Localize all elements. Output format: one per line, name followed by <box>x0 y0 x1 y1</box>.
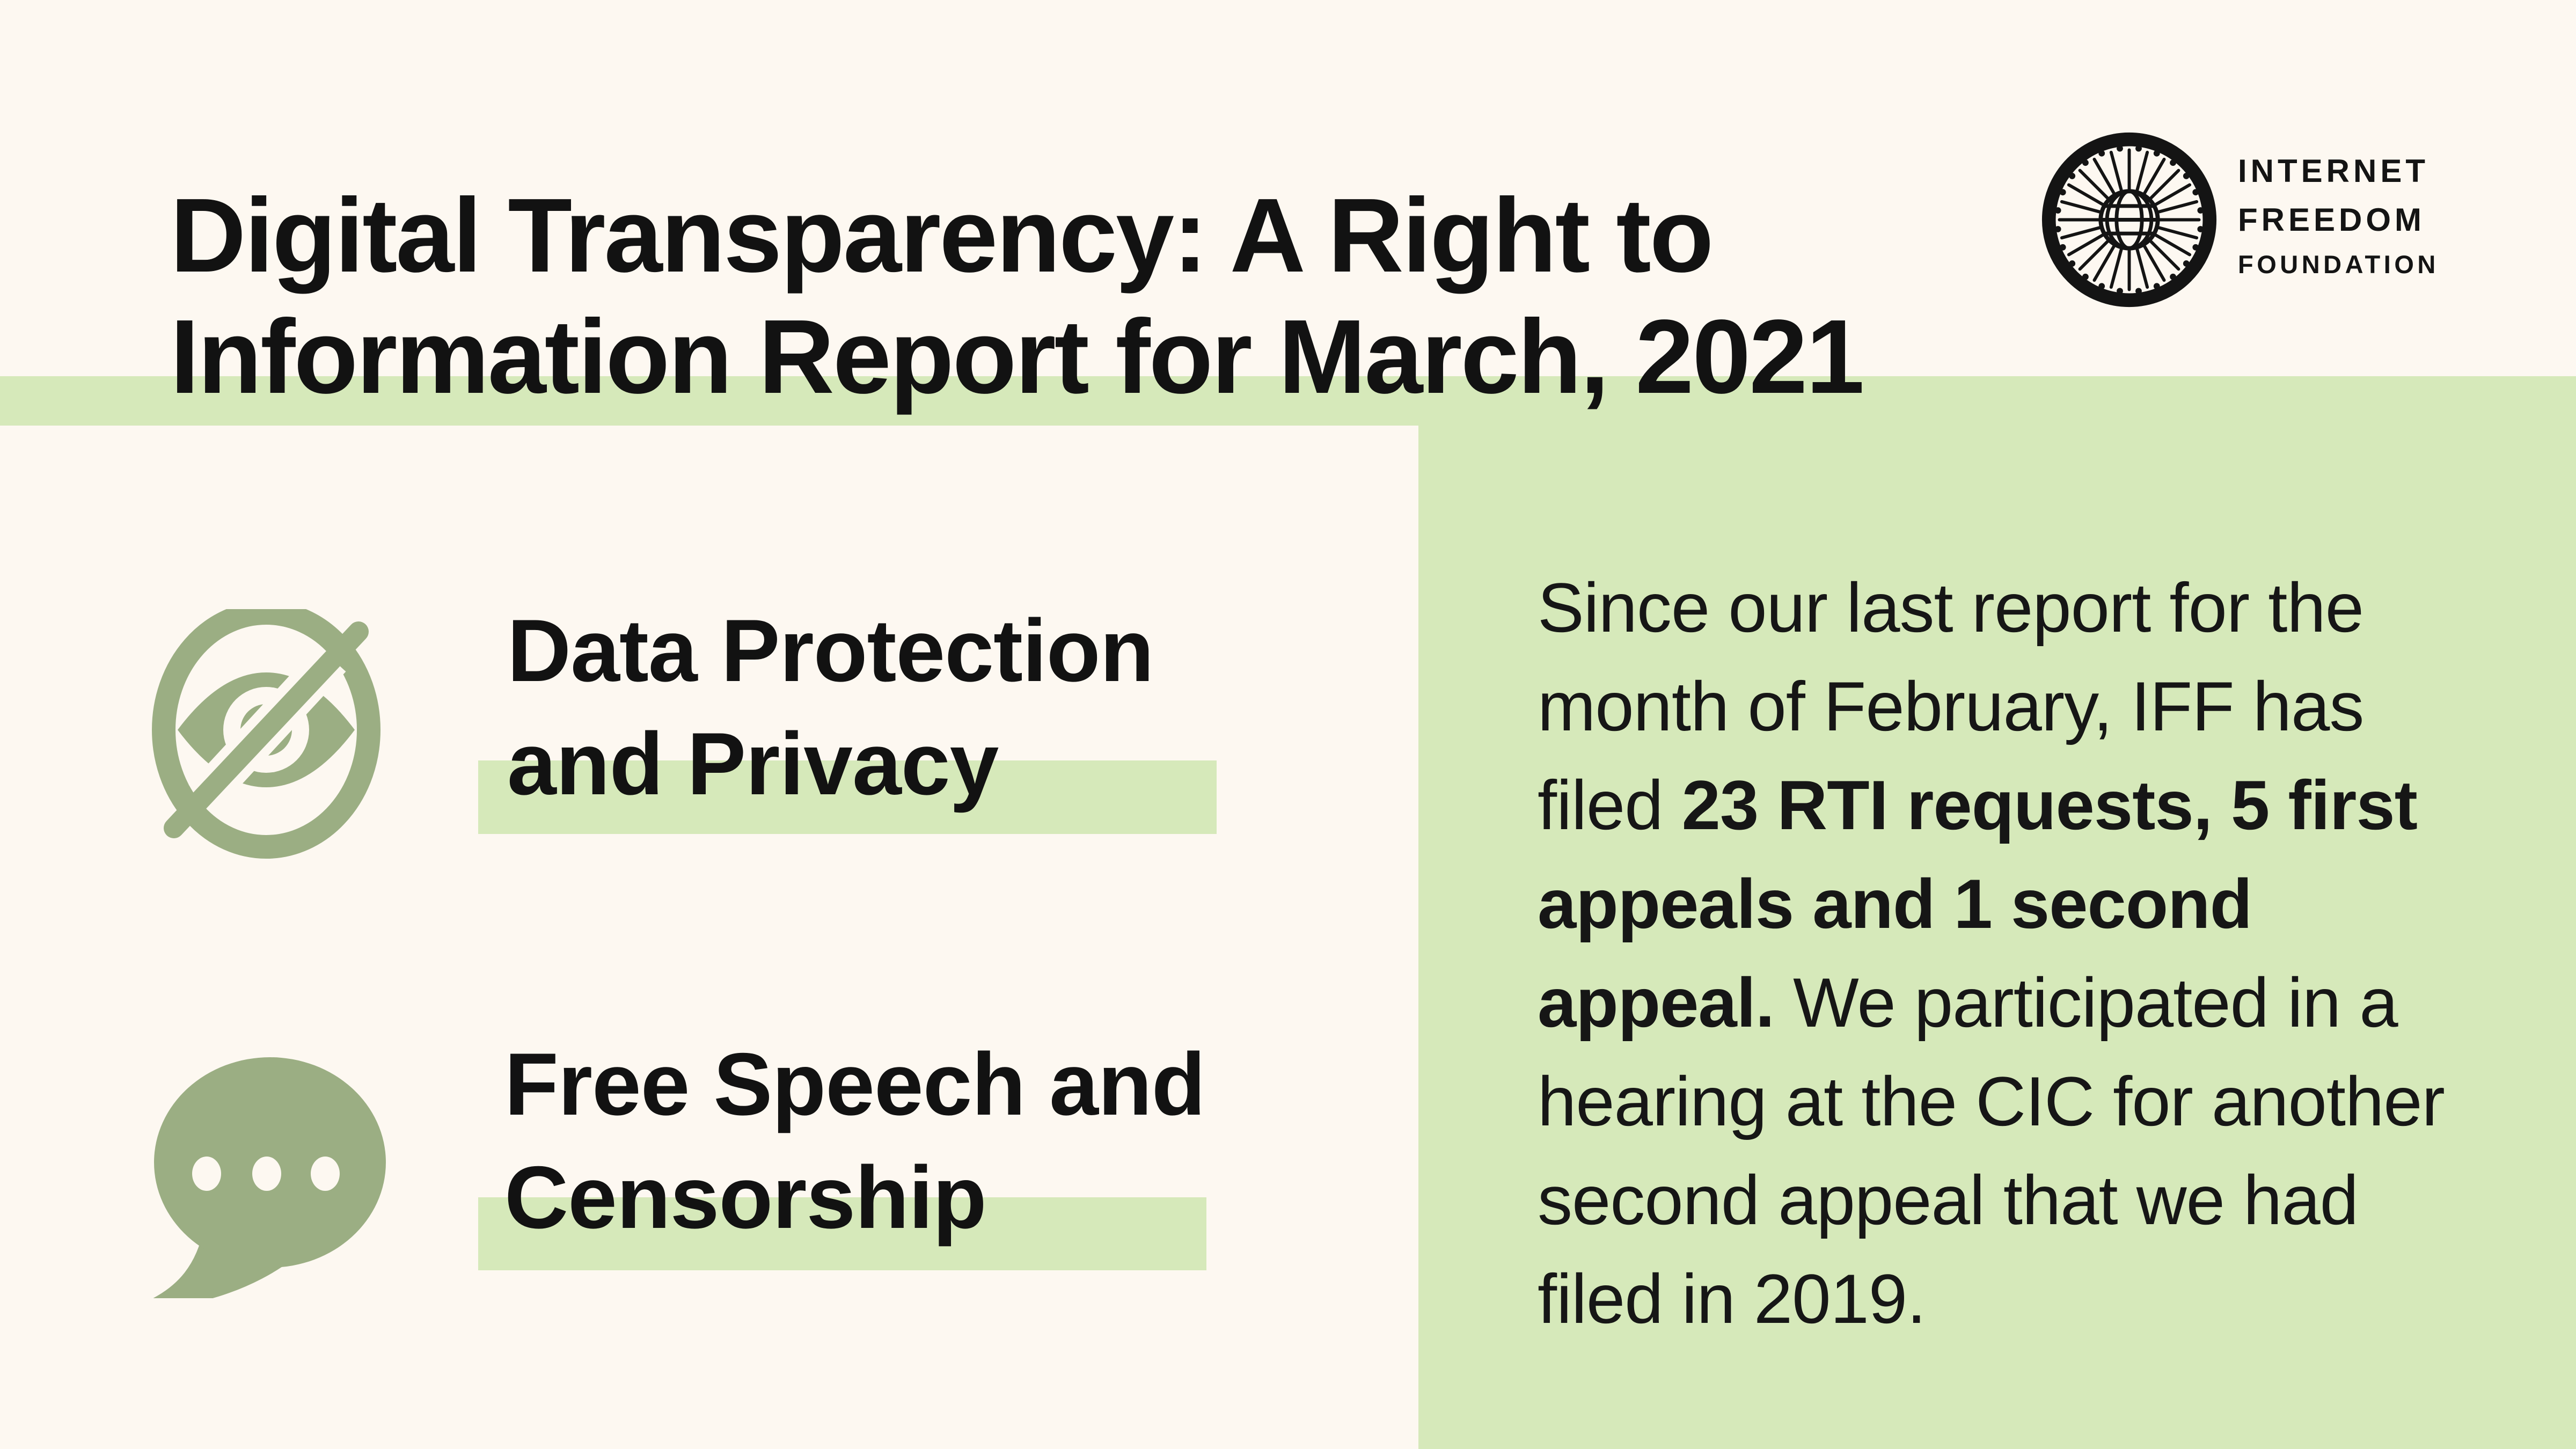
summary-line: second appeal that we had <box>1538 1161 2358 1239</box>
globe-icon <box>2101 191 2157 248</box>
summary-line: filed in 2019. <box>1538 1260 1926 1338</box>
logo-text-freedom: FREEDOM <box>2238 202 2425 238</box>
iff-chakra-wheel-icon <box>2039 130 2219 310</box>
summary-line: appeals and 1 second <box>1538 865 2252 943</box>
topic-heading-data-protection <box>507 594 1153 821</box>
no-surveillance-eye-icon <box>148 609 384 861</box>
summary-paragraph <box>1538 558 2445 1348</box>
summary-line: month of February, IFF has <box>1538 667 2364 745</box>
speech-bubble-icon <box>147 1051 388 1298</box>
logo-text-foundation: FOUNDATION <box>2238 250 2439 279</box>
summary-line: filed 23 RTI requests, 5 first <box>1538 766 2417 844</box>
logo-text-internet: INTERNET <box>2238 153 2429 189</box>
topic-2-line-2: Censorship <box>504 1148 986 1247</box>
summary-line: appeal. We participated in a <box>1538 963 2398 1042</box>
page-title <box>170 175 1863 418</box>
topic-1-line-1: Data Protection <box>507 601 1154 700</box>
page-title-line-2: Information Report for March, 2021 <box>170 298 1863 415</box>
summary-line: hearing at the CIC for another <box>1538 1062 2445 1140</box>
topic-heading-free-speech <box>504 1028 1205 1254</box>
topic-2-line-1: Free Speech and <box>504 1035 1205 1133</box>
page-title-line-1: Digital Transparency: A Right to <box>170 177 1713 294</box>
topic-1-line-2: and Privacy <box>507 714 999 813</box>
summary-line: Since our last report for the <box>1538 568 2363 647</box>
